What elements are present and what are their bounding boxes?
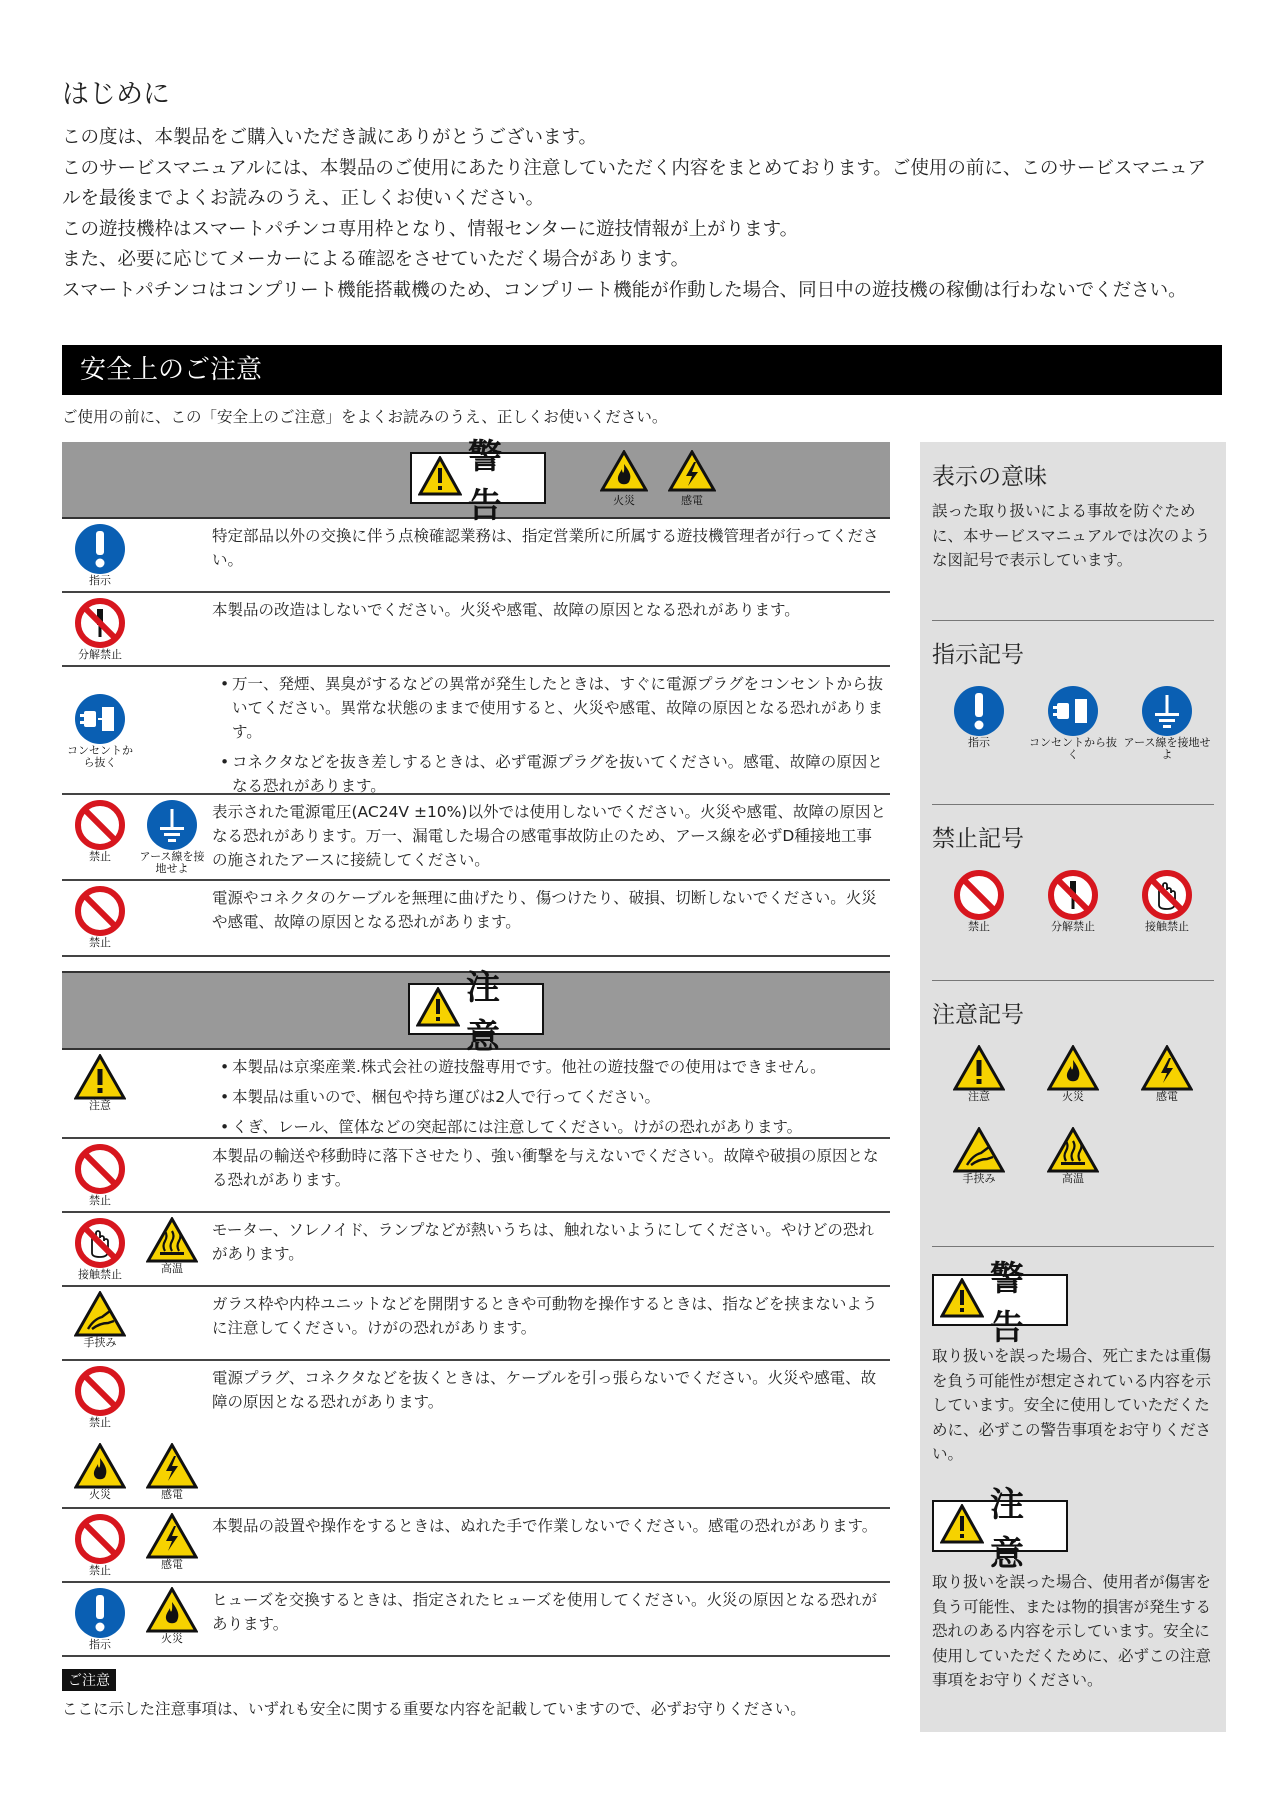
prohibition-icon: 禁止 <box>64 1143 136 1207</box>
intro-title: はじめに <box>62 79 170 110</box>
intro-line: このサービスマニュアルには、本製品のご使用にあたり注意していただく内容をまとめております。ご使用の前に、このサービスマニュアルを最後までよくお読みのうえ、正しくお使いください。 <box>62 157 1207 209</box>
row-text: 電源プラグ、コネクタなどを抜くときは、ケーブルを引っ張らないでください。火災や感電、故障の原因となる恐れがあります。 <box>212 1369 877 1411</box>
pinch-hazard-icon: 手挟み <box>932 1127 1026 1185</box>
caution-row <box>62 1287 890 1361</box>
row-text: 電源やコネクタのケーブルを無理に曲げたり、傷つけたり、破損、切断しないでください。火災や感電、故障の原因となる恐れがあります。 <box>212 889 877 931</box>
caution-label-box <box>408 968 544 1057</box>
intro-line: スマートパチンコはコンプリート機能搭載機のため、コンプリート機能が作動した場合、同日中の遊技機の稼働は行わないでください。 <box>62 279 1187 301</box>
instruction-symbols-title: 指示記号 <box>932 642 1024 668</box>
warnings-column <box>62 437 890 1719</box>
fire-icon: 火災 <box>64 1443 136 1501</box>
fire-icon: 火災 <box>1026 1045 1120 1103</box>
fire-icon: 火災 <box>600 450 648 508</box>
no-touch-icon: 接触禁止 <box>64 1217 136 1281</box>
note-text: ここに示した注意事項は、いずれも安全に関する重要な内容を記載していますので、必ずお守りください。 <box>62 1700 806 1718</box>
caution-icon: 注意 <box>64 1054 136 1112</box>
caution-row <box>62 1583 890 1657</box>
intro-section <box>62 72 1222 306</box>
warning-triangle-icon <box>940 1278 984 1322</box>
row-text: 特定部品以外の交換に伴う点検確認業務は、指定営業所に所属する遊技機管理者が行ってください。 <box>212 527 879 569</box>
prohibition-icon: 禁止 <box>64 1365 136 1429</box>
warning-row <box>62 519 890 593</box>
electric-shock-icon: 感電 <box>136 1443 208 1501</box>
meaning-title: 表示の意味 <box>932 464 1047 490</box>
warning-label: 警告 <box>468 437 505 526</box>
intro-line: この度は、本製品をご購入いただき誠にありがとうございます。 <box>62 127 598 148</box>
high-temperature-icon: 高温 <box>136 1217 208 1281</box>
no-touch-icon: 接触禁止 <box>1120 869 1214 933</box>
warning-triangle-icon <box>418 456 462 500</box>
unplug-icon: コンセントから抜く <box>1026 685 1120 761</box>
caution-row <box>62 1509 890 1583</box>
row-text: 表示された電源電圧(AC24V ±10%)以外では使用しないでください。火災や感電、故障の原因となる恐れがあります。万一、漏電した場合の感電事故防止のため、アース線を必ずD種接地工事の施されたアースに接続してください。 <box>212 803 886 869</box>
electric-shock-icon: 感電 <box>136 1513 208 1577</box>
prohibition-symbols-title: 禁止記号 <box>932 826 1024 852</box>
legend-panel <box>920 442 1226 1732</box>
row-text: 本製品の改造はしないでください。火災や感電、故障の原因となる恐れがあります。 <box>212 601 800 619</box>
caution-row <box>62 1050 890 1139</box>
warning-header-icons <box>600 450 716 508</box>
row-bullet: • 本製品は重いので、梱包や持ち運びは2人で行ってください。 <box>224 1085 886 1109</box>
caution-symbols-title: 注意記号 <box>932 1002 1024 1028</box>
warning-row <box>62 795 890 881</box>
warning-row <box>62 881 890 957</box>
warning-row <box>62 667 890 795</box>
instruction-icon: 指示 <box>64 1587 136 1651</box>
electric-shock-icon: 感電 <box>1120 1045 1214 1103</box>
warning-row <box>62 593 890 667</box>
safety-lead: ご使用の前に、この「安全上のご注意」をよくお読みのうえ、正しくお使いください。 <box>62 408 668 426</box>
caution-row <box>62 1361 890 1509</box>
pinch-hazard-icon: 手挟み <box>64 1291 136 1349</box>
no-disassembly-icon: 分解禁止 <box>1026 869 1120 933</box>
legend-warning-box: 警告 <box>932 1274 1068 1326</box>
prohibition-icon: 禁止 <box>64 1513 136 1577</box>
safety-title-bar: 安全上のご注意 <box>62 345 1222 395</box>
high-temperature-icon: 高温 <box>1026 1127 1120 1185</box>
caution-label: 注意 <box>466 968 503 1057</box>
row-text: 本製品の輸送や移動時に落下させたり、強い衝撃を与えないでください。故障や破損の原因となる恐れがあります。 <box>212 1147 879 1189</box>
row-bullet: • くぎ、レール、筐体などの突起部には注意してください。けがの恐れがあります。 <box>224 1115 886 1139</box>
ground-wire-icon: アース線を接地せよ <box>136 799 208 875</box>
prohibition-icon: 禁止 <box>932 869 1026 933</box>
meaning-text: 誤った取り扱いによる事故を防ぐために、本サービスマニュアルでは次のような図記号で表示しています。 <box>932 502 1211 569</box>
prohibition-icon: 禁止 <box>64 885 136 949</box>
row-bullet: • コネクタなどを抜き差しするときは、必ず電源プラグを抜いてください。感電、故障の原因となる恐れがあります。 <box>224 750 886 798</box>
caution-triangle-icon <box>416 987 460 1031</box>
legend-caution-box: 注意 <box>932 1500 1068 1552</box>
caution-header <box>62 968 890 1057</box>
warning-label-box <box>410 437 546 526</box>
row-text: ヒューズを交換するときは、指定されたヒューズを使用してください。火災の原因となる恐れがあります。 <box>212 1591 877 1633</box>
unplug-icon: コンセントから抜く <box>64 693 136 769</box>
prohibition-icon: 禁止 <box>64 799 136 875</box>
caution-triangle-icon <box>940 1504 984 1548</box>
row-text: 本製品の設置や操作をするときは、ぬれた手で作業しないでください。感電の恐れがあります。 <box>212 1517 878 1535</box>
electric-shock-icon: 感電 <box>668 450 716 508</box>
instruction-symbols <box>932 685 1214 765</box>
fire-icon: 火災 <box>136 1587 208 1651</box>
caution-row <box>62 1139 890 1213</box>
row-text: ガラス枠や内枠ユニットなどを開閉するときや可動物を操作するときは、指などを挟まないように注意してください。けがの恐れがあります。 <box>212 1295 878 1337</box>
caution-symbols <box>932 1045 1214 1189</box>
ground-wire-icon: アース線を接地せよ <box>1120 685 1214 761</box>
intro-line: この遊技機枠はスマートパチンコ専用枠となり、情報センターに遊技情報が上がります。 <box>62 218 799 240</box>
instruction-icon: 指示 <box>932 685 1026 761</box>
legend-warning-text: 取り扱いを誤った場合、死亡または重傷を負う可能性が想定されている内容を示しています。安全に使用していただくために、必ずこの警告事項をお守りください。 <box>932 1347 1212 1463</box>
instruction-icon: 指示 <box>64 523 136 587</box>
caution-row <box>62 1213 890 1287</box>
warning-header <box>62 437 890 526</box>
prohibition-symbols <box>932 869 1214 937</box>
intro-line: また、必要に応じてメーカーによる確認をさせていただく場合があります。 <box>62 249 690 270</box>
row-text: モーター、ソレノイド、ランプなどが熱いうちは、触れないようにしてください。やけどの恐れがあります。 <box>212 1221 874 1263</box>
note-tag: ご注意 <box>62 1669 116 1691</box>
no-disassembly-icon: 分解禁止 <box>64 597 136 661</box>
legend-caution-text: 取り扱いを誤った場合、使用者が傷害を負う可能性、または物的損害が発生する恐れのある内容を示しています。安全に使用していただくために、必ずこの注意事項をお守りください。 <box>932 1573 1212 1689</box>
caution-icon: 注意 <box>932 1045 1026 1103</box>
row-bullet: • 本製品は京楽産業.株式会社の遊技盤専用です。他社の遊技盤での使用はできません。 <box>224 1055 886 1079</box>
row-bullet: • 万一、発煙、異臭がするなどの異常が発生したときは、すぐに電源プラグをコンセントから抜いてください。異常な状態のままで使用すると、火災や感電、故障の原因となる恐れがあります。 <box>224 672 886 744</box>
